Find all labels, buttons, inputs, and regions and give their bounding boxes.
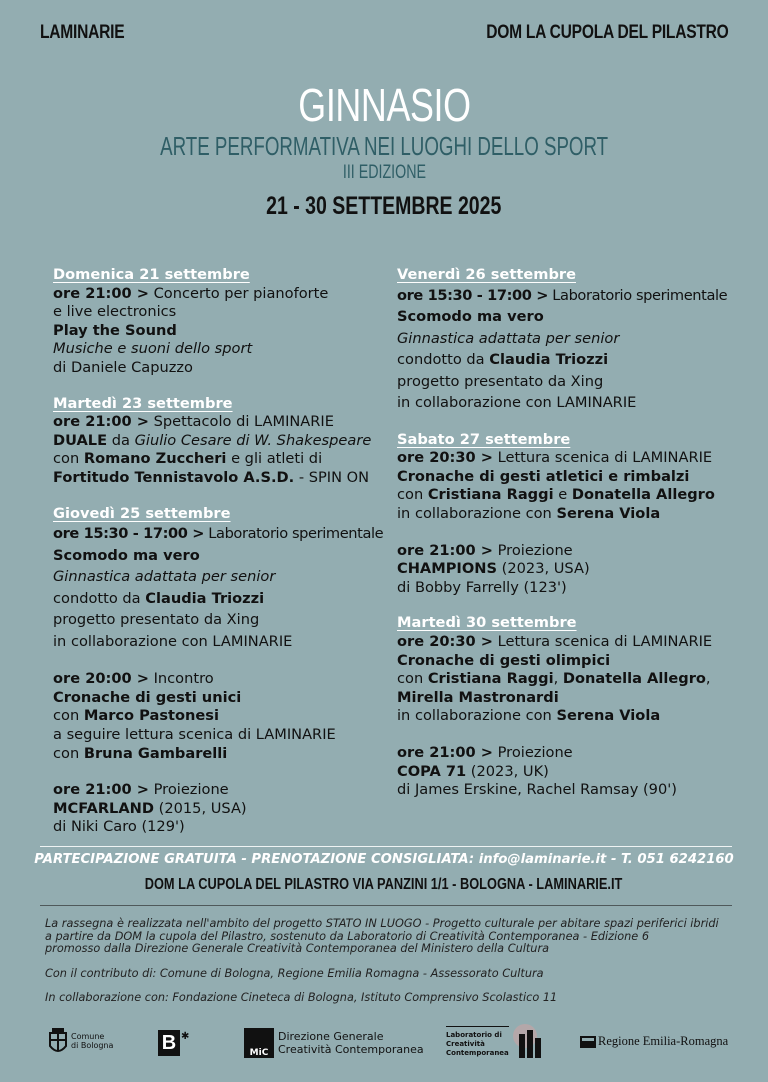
event-with: con — [53, 450, 80, 468]
event-desc: Proiezione — [497, 743, 573, 761]
festival-subtitle: ARTE PERFORMATIVA NEI LUOGHI DELLO SPORT — [160, 131, 608, 161]
header-left: LAMINARIE — [40, 22, 125, 43]
logo-text: Contemporanea — [446, 1049, 509, 1057]
event-name: Scomodo ma vero — [53, 546, 200, 564]
event-collaborator: Serena Viola — [556, 504, 661, 522]
credits-divider — [40, 905, 732, 906]
mic-mark: MiC — [244, 1028, 274, 1058]
event-time: ore 20:30 > — [397, 449, 493, 467]
event-performer: Cristiana Raggi — [427, 486, 554, 504]
laboratorio-logo — [446, 1024, 547, 1060]
event-performer: Donatella Allegro — [562, 670, 706, 688]
logo-text: Regione Emilia-Romagna — [598, 1034, 729, 1048]
logo-text: Comune — [71, 1032, 105, 1041]
festival-edition: III EDIZIONE — [342, 162, 426, 183]
event-author: di Niki Caro (129') — [53, 818, 185, 836]
header-right: DOM LA CUPOLA DEL PILASTRO — [485, 22, 728, 43]
event-time: ore 15:30 - 17:00 > — [397, 286, 549, 304]
day-title: Sabato 27 settembre — [397, 430, 571, 448]
event-project: progetto presentato da Xing — [53, 611, 260, 629]
event-guest: Marco Pastonesi — [83, 707, 219, 725]
day-title: Martedì 23 settembre — [53, 394, 233, 412]
credits-project-3: promosso dalla Direzione Generale Creatività Contemporanea del Ministero della Cultura — [45, 942, 550, 955]
event-and: e — [558, 486, 568, 504]
asterisk-icon: ✱ — [181, 1030, 190, 1042]
regione-er-logo — [580, 1034, 728, 1049]
day-block — [53, 505, 393, 837]
event — [53, 670, 393, 763]
event-club-rest: - SPIN ON — [298, 468, 370, 486]
day-block — [397, 431, 737, 598]
event-desc: Proiezione — [153, 781, 229, 799]
sponsor-logos — [0, 1020, 768, 1070]
credits-partners: In collaborazione con: Fondazione Cineteca di Bologna, Istituto Comprensivo Scolastico 11 — [45, 991, 558, 1004]
event-club: Fortitudo Tennistavolo A.S.D. — [53, 468, 295, 486]
lab-mark-icon — [513, 1024, 547, 1060]
event-with: con — [397, 486, 424, 504]
day-title: Venerdì 26 settembre — [397, 266, 576, 283]
event-author: di Bobby Farrelly (123') — [397, 578, 567, 596]
day-title: Giovedì 25 settembre — [53, 504, 231, 522]
event-name: Scomodo ma vero — [397, 308, 544, 326]
event-leader: Claudia Triozzi — [489, 351, 609, 369]
day-title: Domenica 21 settembre — [53, 266, 250, 283]
event-name: Cronache di gesti unici — [53, 688, 242, 706]
event-name: CHAMPIONS — [397, 560, 497, 578]
logo-text: Creatività — [446, 1040, 485, 1048]
event-desc-2: e live electronics — [53, 303, 177, 321]
logo-text: di Bologna — [71, 1041, 114, 1050]
event-desc: Proiezione — [497, 541, 573, 559]
day-block — [53, 266, 393, 378]
event-performer: Mirella Mastronardi — [397, 688, 559, 706]
event — [53, 523, 393, 652]
logo-text: Laboratorio di — [446, 1031, 502, 1039]
event-name: MCFARLAND — [53, 799, 154, 817]
day-block — [397, 266, 737, 414]
event — [397, 449, 737, 523]
event-collab: in collaborazione con — [397, 707, 552, 725]
festival-title: GINNASIO — [297, 79, 471, 131]
credits-project: La rassegna è realizzata nell'ambito del progetto STATO IN LUOGO - Progetto culturale per abitare spazi periferici ibridi — [45, 917, 719, 930]
event — [53, 781, 393, 837]
event-source-work: Giulio Cesare di W. Shakespeare — [134, 431, 372, 449]
event-desc: Laboratorio sperimentale — [208, 525, 384, 543]
event-project: progetto presentato da Xing — [397, 372, 604, 390]
flag-icon — [580, 1036, 596, 1048]
event-led-by: condotto da — [397, 351, 485, 369]
event — [397, 542, 737, 598]
day-block — [397, 614, 737, 799]
event-collaborator: Serena Viola — [556, 707, 661, 725]
day-block — [53, 395, 393, 488]
event-collab: in collaborazione con LAMINARIE — [53, 632, 293, 650]
event-with: con — [397, 670, 424, 688]
event-collab: in collaborazione con LAMINARIE — [397, 394, 637, 412]
event-meta: (2023, UK) — [470, 762, 549, 780]
credits-contributors: Con il contributo di: Comune di Bologna, Regione Emilia Romagna - Assessorato Cultura — [45, 966, 544, 980]
festival-dates: 21 - 30 SETTEMBRE 2025 — [266, 192, 502, 220]
event-desc: Lettura scenica di LAMINARIE — [497, 632, 713, 650]
event-desc: Lettura scenica di LAMINARIE — [497, 449, 713, 467]
event-performer: Cristiana Raggi — [427, 670, 554, 688]
event-performer: Donatella Allegro — [571, 486, 715, 504]
event-desc: Laboratorio sperimentale — [552, 286, 728, 304]
event — [397, 633, 737, 726]
event-author: di James Erskine, Rachel Ramsay (90') — [397, 781, 677, 799]
event — [53, 413, 393, 487]
event — [397, 285, 737, 414]
event-with: con — [53, 744, 80, 762]
credits-project-2: a partire da DOM la cupola del Pilastro, sostenuto da Laboratorio di Creatività Contemporanea - Edizione 6 — [45, 929, 650, 943]
event-subtitle: Ginnastica adattata per senior — [53, 568, 276, 586]
event-time: ore 21:00 > — [397, 743, 493, 761]
event — [53, 285, 393, 378]
event-time: ore 20:30 > — [397, 632, 493, 650]
bologna-b-logo — [158, 1030, 189, 1056]
event-name: DUALE — [53, 431, 108, 449]
event-time: ore 21:00 > — [53, 413, 149, 431]
event-time: ore 21:00 > — [53, 781, 149, 799]
event-meta: (2023, USA) — [501, 560, 590, 578]
event-subtitle: Ginnastica adattata per senior — [397, 329, 620, 347]
day-title: Martedì 30 settembre — [397, 614, 577, 632]
event-leader: Claudia Triozzi — [145, 589, 265, 607]
logo-text: Direzione Generale — [278, 1030, 384, 1043]
event-name: COPA 71 — [397, 762, 467, 780]
event-name: Cronache di gesti atletici e rimbalzi — [397, 467, 690, 485]
event-desc: Concerto per pianoforte — [153, 284, 329, 302]
event-desc: Incontro — [153, 670, 214, 688]
event — [397, 744, 737, 800]
event-subtitle: Musiche e suoni dello sport — [53, 340, 253, 358]
event-with: con — [53, 707, 80, 725]
mic-dg-logo — [244, 1028, 424, 1058]
comune-bologna-logo — [48, 1026, 113, 1056]
credits — [45, 918, 735, 1017]
event-author: di Daniele Capuzzo — [53, 358, 193, 376]
program-right-column — [397, 266, 737, 817]
event-follow: a seguire lettura scenica di LAMINARIE — [53, 725, 336, 743]
venue-address: DOM LA CUPOLA DEL PILASTRO VIA PANZINI 1/1 - BOLOGNA - LAMINARIE.IT — [145, 876, 623, 893]
event-meta: (2015, USA) — [158, 799, 247, 817]
event-sep: , — [705, 670, 711, 688]
event-name: Play the Sound — [53, 321, 177, 339]
event-time: ore 15:30 - 17:00 > — [53, 525, 205, 543]
reservation-notice: PARTECIPAZIONE GRATUITA - PRENOTAZIONE CONSIGLIATA: info@laminarie.it - T. 051 6242160 — [34, 852, 734, 867]
event-name: Cronache di gesti olimpici — [397, 651, 611, 669]
program-left-column — [53, 266, 393, 854]
logo-text: Creatività Contemporanea — [278, 1043, 424, 1056]
event-time: ore 21:00 > — [397, 541, 493, 559]
event-time: ore 21:00 > — [53, 284, 149, 302]
event-desc: Spettacolo di LAMINARIE — [153, 413, 334, 431]
event-led-by: condotto da — [53, 589, 141, 607]
event-from: da — [111, 431, 130, 449]
event-collab: in collaborazione con — [397, 504, 552, 522]
event-sep: , — [553, 670, 559, 688]
event-with-rest: e gli atleti di — [231, 450, 323, 468]
crest-icon — [48, 1026, 68, 1056]
event-time: ore 20:00 > — [53, 670, 149, 688]
event-reader: Bruna Gambarelli — [83, 744, 228, 762]
footer-divider — [40, 846, 732, 847]
event-performer: Romano Zuccheri — [83, 450, 227, 468]
b-mark: B — [158, 1030, 180, 1056]
